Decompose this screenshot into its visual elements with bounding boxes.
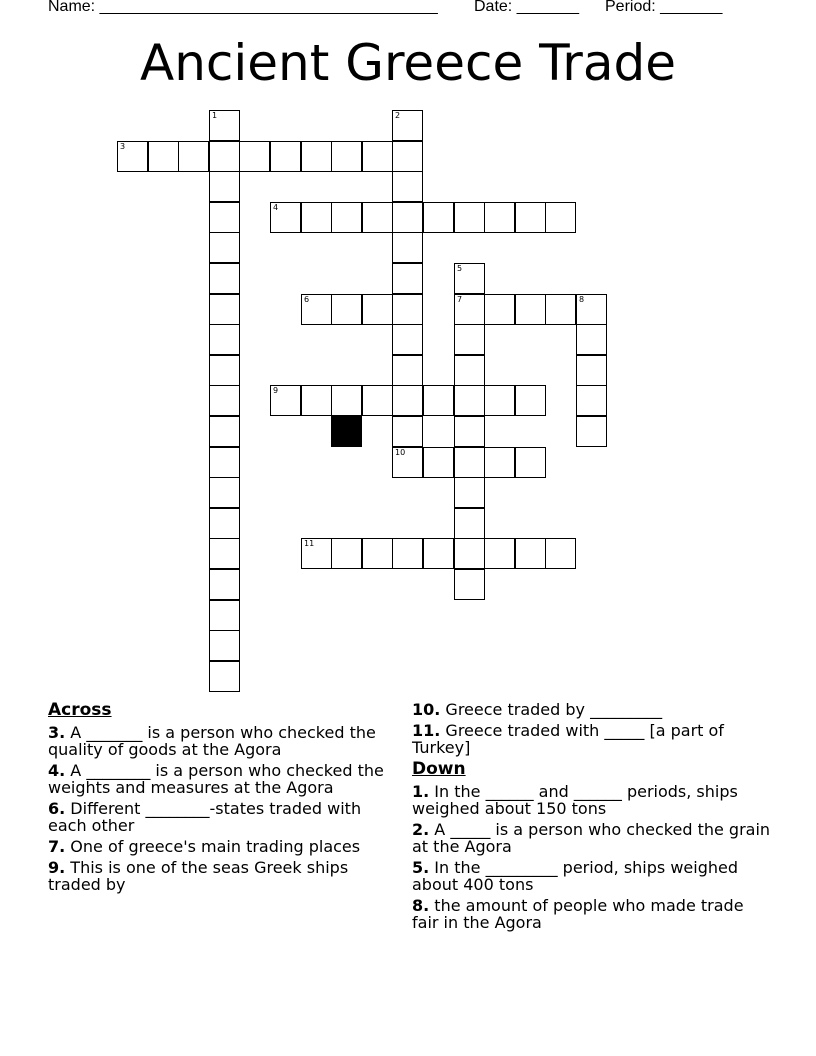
crossword-cell[interactable] — [576, 324, 607, 355]
crossword-cell[interactable] — [392, 171, 423, 202]
crossword-cell[interactable] — [209, 508, 240, 539]
crossword-cell[interactable] — [392, 324, 423, 355]
clue-text: In the _________ period, ships weighed about 400 tons — [412, 858, 738, 894]
clue-number-label: 1 — [212, 111, 218, 120]
crossword-cell[interactable] — [484, 294, 515, 325]
crossword-cell[interactable] — [209, 263, 240, 294]
crossword-cell[interactable] — [209, 202, 240, 233]
crossword-cell[interactable] — [515, 447, 546, 478]
crossword-cell[interactable] — [209, 294, 240, 325]
crossword-cell[interactable] — [331, 538, 362, 569]
crossword-cell[interactable] — [515, 294, 546, 325]
crossword-cell[interactable] — [392, 202, 423, 233]
crossword-cell[interactable] — [484, 447, 515, 478]
clue-number: 2. — [412, 820, 430, 839]
crossword-cell[interactable] — [423, 447, 454, 478]
crossword-cell[interactable] — [484, 202, 515, 233]
crossword-cell[interactable] — [392, 141, 423, 172]
crossword-cell[interactable] — [209, 630, 240, 661]
clue-number-label: 2 — [395, 111, 401, 120]
clue-text: A _______ is a person who checked the quality of goods at the Agora — [48, 723, 376, 759]
down-clue — [412, 821, 772, 855]
crossword-cell[interactable] — [301, 385, 332, 416]
crossword-cell[interactable] — [209, 569, 240, 600]
clue-text: the amount of people who made trade fair in the Agora — [412, 896, 744, 932]
crossword-cell[interactable] — [301, 141, 332, 172]
crossword-cell[interactable] — [576, 294, 607, 325]
crossword-cell[interactable] — [545, 202, 576, 233]
crossword-cell[interactable] — [178, 141, 209, 172]
across-clue — [412, 722, 772, 756]
crossword-cell[interactable] — [454, 508, 485, 539]
crossword-cell[interactable] — [545, 538, 576, 569]
crossword-cell[interactable] — [515, 538, 546, 569]
clue-number: 6. — [48, 799, 66, 818]
crossword-cell[interactable] — [454, 324, 485, 355]
crossword-cell[interactable] — [209, 324, 240, 355]
crossword-cell[interactable] — [209, 416, 240, 447]
clue-text: Greece traded with _____ [a part of Turkey] — [412, 721, 724, 757]
crossword-cell[interactable] — [423, 538, 454, 569]
crossword-cell[interactable] — [209, 141, 240, 172]
clues-right-column — [412, 701, 772, 935]
crossword-cell[interactable] — [301, 294, 332, 325]
crossword-cell[interactable] — [454, 202, 485, 233]
crossword-cell[interactable] — [454, 294, 485, 325]
across-clue — [412, 701, 772, 718]
down-clue — [412, 783, 772, 817]
across-clue — [48, 800, 398, 834]
crossword-cell[interactable] — [270, 202, 301, 233]
crossword-cell[interactable] — [301, 538, 332, 569]
crossword-cell[interactable] — [545, 294, 576, 325]
crossword-cell[interactable] — [392, 355, 423, 386]
crossword-cell[interactable] — [362, 538, 393, 569]
clue-number: 10. — [412, 700, 441, 719]
clue-number-label: 3 — [120, 142, 126, 151]
clue-number: 7. — [48, 837, 66, 856]
crossword-cell[interactable] — [392, 538, 423, 569]
crossword-cell[interactable] — [484, 538, 515, 569]
crossword-cell[interactable] — [209, 355, 240, 386]
crossword-cell[interactable] — [301, 202, 332, 233]
across-clue — [48, 762, 398, 796]
crossword-cell[interactable] — [392, 294, 423, 325]
crossword-cell[interactable] — [392, 232, 423, 263]
crossword-cell[interactable] — [331, 294, 362, 325]
clue-number-label: 8 — [579, 295, 585, 304]
crossword-cell[interactable] — [209, 600, 240, 631]
crossword-cell[interactable] — [392, 385, 423, 416]
down-heading: Down — [412, 759, 466, 779]
crossword-cell[interactable] — [423, 385, 454, 416]
down-clue — [412, 859, 772, 893]
page-title: Ancient Greece Trade — [140, 34, 676, 92]
crossword-cell[interactable] — [239, 141, 270, 172]
across-clue — [48, 724, 398, 758]
crossword-cell[interactable] — [515, 385, 546, 416]
crossword-cell[interactable] — [576, 355, 607, 386]
crossword-cell[interactable] — [454, 355, 485, 386]
down-clue — [412, 897, 772, 931]
name-field-label[interactable]: Name: ______________________________________ — [48, 0, 438, 15]
clue-number-label: 4 — [273, 203, 279, 212]
clue-number: 11. — [412, 721, 441, 740]
clue-number: 1. — [412, 782, 430, 801]
crossword-cell[interactable] — [331, 202, 362, 233]
crossword-cell[interactable] — [270, 385, 301, 416]
crossword-cell[interactable] — [392, 447, 423, 478]
clue-number-label: 7 — [457, 295, 463, 304]
crossword-cell[interactable] — [484, 385, 515, 416]
period-field-label[interactable]: Period: _______ — [605, 0, 723, 15]
across-clue — [48, 838, 398, 855]
crossword-cell[interactable] — [331, 141, 362, 172]
crossword-cell[interactable] — [209, 538, 240, 569]
clue-text: A _____ is a person who checked the grain at the Agora — [412, 820, 771, 856]
crossword-cell[interactable] — [209, 477, 240, 508]
crossword-cell[interactable] — [454, 569, 485, 600]
crossword-cell[interactable] — [362, 202, 393, 233]
crossword-cell[interactable] — [362, 294, 393, 325]
crossword-cell[interactable] — [209, 110, 240, 141]
clue-text: This is one of the seas Greek ships traded by — [48, 858, 349, 894]
crossword-cell[interactable] — [148, 141, 179, 172]
crossword-cell[interactable] — [209, 171, 240, 202]
clue-number-label: 5 — [457, 264, 463, 273]
crossword-cell[interactable] — [392, 416, 423, 447]
crossword-cell[interactable] — [362, 141, 393, 172]
across-heading: Across — [48, 700, 112, 720]
crossword-cell[interactable] — [454, 538, 485, 569]
date-field-label[interactable]: Date: _______ — [474, 0, 579, 15]
clue-text: A ________ is a person who checked the weights and measures at the Agora — [48, 761, 384, 797]
crossword-cell[interactable] — [209, 447, 240, 478]
crossword-cell[interactable] — [209, 232, 240, 263]
clue-number-label: 11 — [304, 539, 315, 548]
crossword-cell[interactable] — [454, 263, 485, 294]
crossword-cell[interactable] — [270, 141, 301, 172]
clues-left-column — [48, 701, 398, 897]
clue-text: In the ______ and ______ periods, ships weighed about 150 tons — [412, 782, 738, 818]
crossword-cell[interactable] — [423, 202, 454, 233]
clue-number-label: 9 — [273, 386, 279, 395]
clue-text: One of greece's main trading places — [65, 837, 361, 856]
across-clue — [48, 859, 398, 893]
clue-text: Different ________-states traded with each other — [48, 799, 362, 835]
crossword-cell[interactable] — [117, 141, 148, 172]
crossword-cell[interactable] — [209, 661, 240, 692]
crossword-cell[interactable] — [576, 385, 607, 416]
clue-number-label: 10 — [395, 448, 406, 457]
clue-number: 5. — [412, 858, 430, 877]
crossword-cell[interactable] — [209, 385, 240, 416]
clue-text: Greece traded by _________ — [440, 700, 663, 719]
crossword-cell[interactable] — [392, 110, 423, 141]
clue-number: 8. — [412, 896, 430, 915]
crossword-cell[interactable] — [454, 416, 485, 447]
crossword-cell[interactable] — [576, 416, 607, 447]
crossword-cell[interactable] — [454, 477, 485, 508]
crossword-cell[interactable] — [331, 385, 362, 416]
crossword-cell[interactable] — [362, 385, 393, 416]
clue-number: 9. — [48, 858, 66, 877]
crossword-cell[interactable] — [392, 263, 423, 294]
clue-number: 4. — [48, 761, 66, 780]
clue-number: 3. — [48, 723, 66, 742]
crossword-cell[interactable] — [515, 202, 546, 233]
crossword-cell[interactable] — [454, 385, 485, 416]
crossword-cell[interactable] — [454, 447, 485, 478]
clue-number-label: 6 — [304, 295, 310, 304]
crossword-black-cell — [331, 416, 362, 447]
